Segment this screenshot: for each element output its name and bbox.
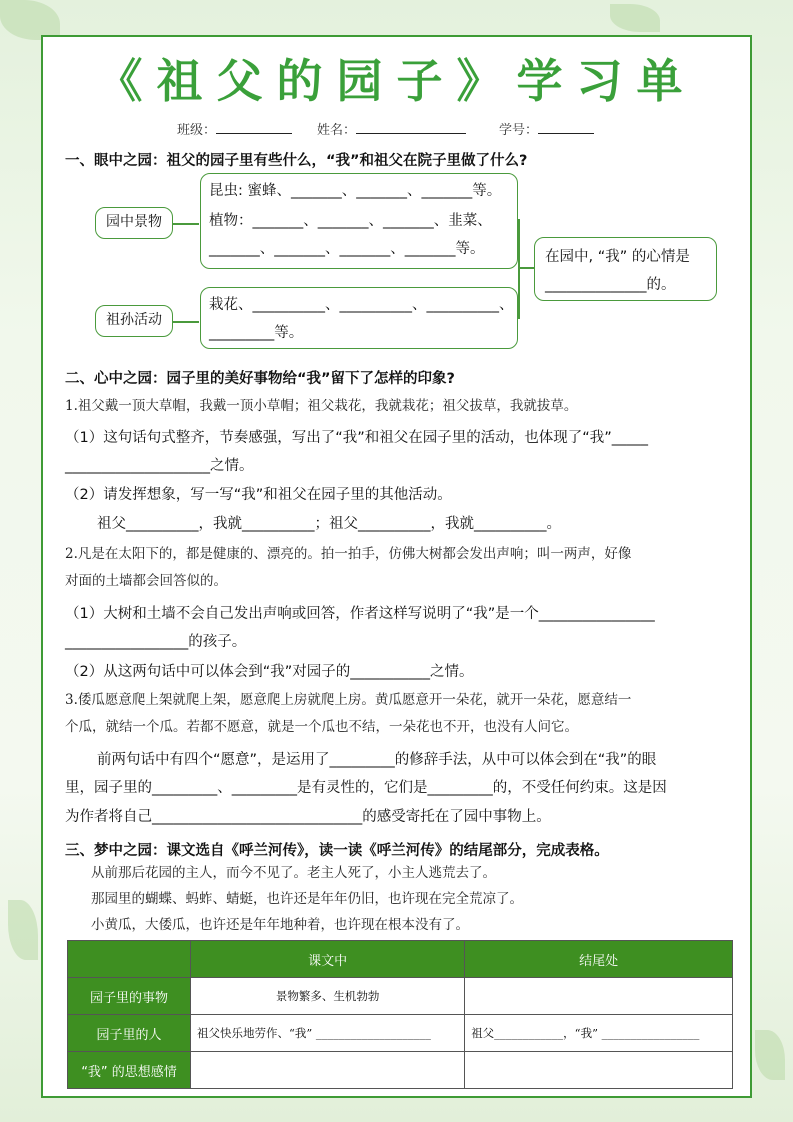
cell-things-text: 景物繁多、生机勃勃 — [191, 978, 465, 1015]
row-label-things: 园子里的事物 — [68, 978, 191, 1015]
scene-label: 园中景物 — [106, 214, 162, 230]
activities-line-2: _________等。 — [209, 325, 304, 341]
q1-2-line-a: （2）请发挥想象，写一写“我”和祖父在园子里的其他活动。 — [65, 487, 452, 503]
section-3-heading: 三、梦中之园：课文选自《呼兰河传》，读一读《呼兰河传》的结尾部分，完成表格。 — [65, 843, 609, 859]
q3-text-b: 个瓜，就结一个瓜。若都不愿意，就是一个瓜也不结，一朵花也不开，也没有人问它。 — [65, 719, 578, 735]
q1-1-line-b: ____________________之情。 — [65, 458, 254, 474]
q3-line-a: 前两句话中有四个“愿意”，是运用了_________的修辞手法，从中可以体会到在“我”的眼 — [97, 752, 657, 768]
page-title: 《祖父的园子》学习单 — [96, 54, 697, 108]
row-label-people: 园子里的人 — [68, 1015, 191, 1052]
q3-line-c: 为作者将自己_____________________________的感受寄托在了园中事物上。 — [65, 809, 551, 825]
leaf-decoration — [610, 4, 660, 32]
table-row — [68, 978, 733, 1015]
section-2-heading: 二、心中之园：园子里的美好事物给“我”留下了怎样的印象? — [65, 371, 455, 387]
comparison-table — [67, 940, 733, 1089]
q2-1-line-b: _________________的孩子。 — [65, 634, 247, 650]
activity-label-box — [95, 305, 173, 337]
excerpt-para-3: 小黄瓜，大倭瓜，也许还是年年地种着，也许现在根本没有了。 — [91, 917, 469, 933]
mood-box — [534, 237, 717, 301]
q1-text: 1.祖父戴一顶大草帽，我戴一顶小草帽；祖父栽花，我就栽花；祖父拔草，我就拔草。 — [65, 398, 578, 414]
student-id-field[interactable]: 学号： — [499, 119, 538, 138]
leaf-decoration — [8, 900, 38, 960]
cell-people-ending[interactable]: 祖父____________，“我” _________________ — [465, 1015, 733, 1052]
activity-label: 祖孙活动 — [106, 312, 162, 328]
plants-line-2: _______、_______、_______、_______等。 — [209, 241, 485, 257]
insects-line: 昆虫: 蜜蜂、_______、_______、_______等。 — [209, 183, 502, 199]
name-field[interactable]: 姓名： — [317, 119, 356, 138]
plants-line-1: 植物：_______、_______、_______、韭菜、 — [209, 213, 492, 229]
table-header-row — [68, 941, 733, 978]
connector-line — [173, 223, 199, 225]
section-1-heading: 一、眼中之园：祖父的园子里有些什么，“我”和祖父在院子里做了什么? — [65, 153, 528, 169]
mood-line-2: ______________的。 — [545, 277, 676, 293]
q2-text-a: 2.凡是在太阳下的，都是健康的、漂亮的。拍一拍手，仿佛大树都会发出声响；叫一两声，好像 — [65, 546, 632, 562]
cell-feelings-ending[interactable] — [465, 1052, 733, 1089]
activities-line-1: 栽花、__________、__________、__________、 — [209, 297, 514, 313]
scene-box — [200, 173, 518, 269]
table-row — [68, 1052, 733, 1089]
excerpt-para-2: 那园里的蝴蝶、蚂蚱、蜻蜓，也许还是年年仍旧，也许现在完全荒凉了。 — [91, 891, 523, 907]
q2-text-b: 对面的土墙都会回答似的。 — [65, 573, 227, 589]
leaf-decoration — [0, 0, 60, 40]
table-row — [68, 1015, 733, 1052]
activity-box — [200, 287, 518, 349]
scene-label-box — [95, 207, 173, 239]
leaf-decoration — [755, 1030, 785, 1080]
q2-1-line-a: （1）大树和土墙不会自己发出声响或回答，作者这样写说明了“我”是一个________________ — [65, 606, 655, 622]
cell-things-ending[interactable] — [465, 978, 733, 1015]
q2-2-line: （2）从这两句话中可以体会到“我”对园子的___________之情。 — [65, 664, 474, 680]
worksheet — [41, 35, 752, 1098]
q1-1-line-a: （1）这句话句式整齐，节奏感强，写出了“我”和祖父在园子里的活动，也体现了“我”_____ — [65, 430, 649, 446]
q1-2-line-b: 祖父__________，我就__________；祖父__________，我就__________。 — [97, 516, 561, 532]
bracket-line — [518, 267, 534, 269]
cell-people-text[interactable]: 祖父快乐地劳作、“我” ____________________ — [191, 1015, 465, 1052]
q3-line-b: 里，园子里的_________、_________是有灵性的，它们是_________的，不受任何约束。这是因 — [65, 780, 667, 796]
mood-line-1: 在园中, “我” 的心情是 — [545, 249, 690, 265]
connector-line — [173, 321, 199, 323]
bracket-line — [518, 219, 520, 319]
table-corner-cell — [68, 941, 191, 978]
excerpt-para-1: 从前那后花园的主人，而今不见了。老主人死了，小主人逃荒去了。 — [91, 865, 496, 881]
col-header-ending: 结尾处 — [465, 941, 733, 978]
q3-text-a: 3.倭瓜愿意爬上架就爬上架，愿意爬上房就爬上房。黄瓜愿意开一朵花，就开一朵花，愿意结一 — [65, 692, 632, 708]
class-field[interactable]: 班级： — [177, 119, 216, 138]
cell-feelings-text[interactable] — [191, 1052, 465, 1089]
col-header-in-text: 课文中 — [191, 941, 465, 978]
row-label-feelings: “我” 的思想感情 — [68, 1052, 191, 1089]
